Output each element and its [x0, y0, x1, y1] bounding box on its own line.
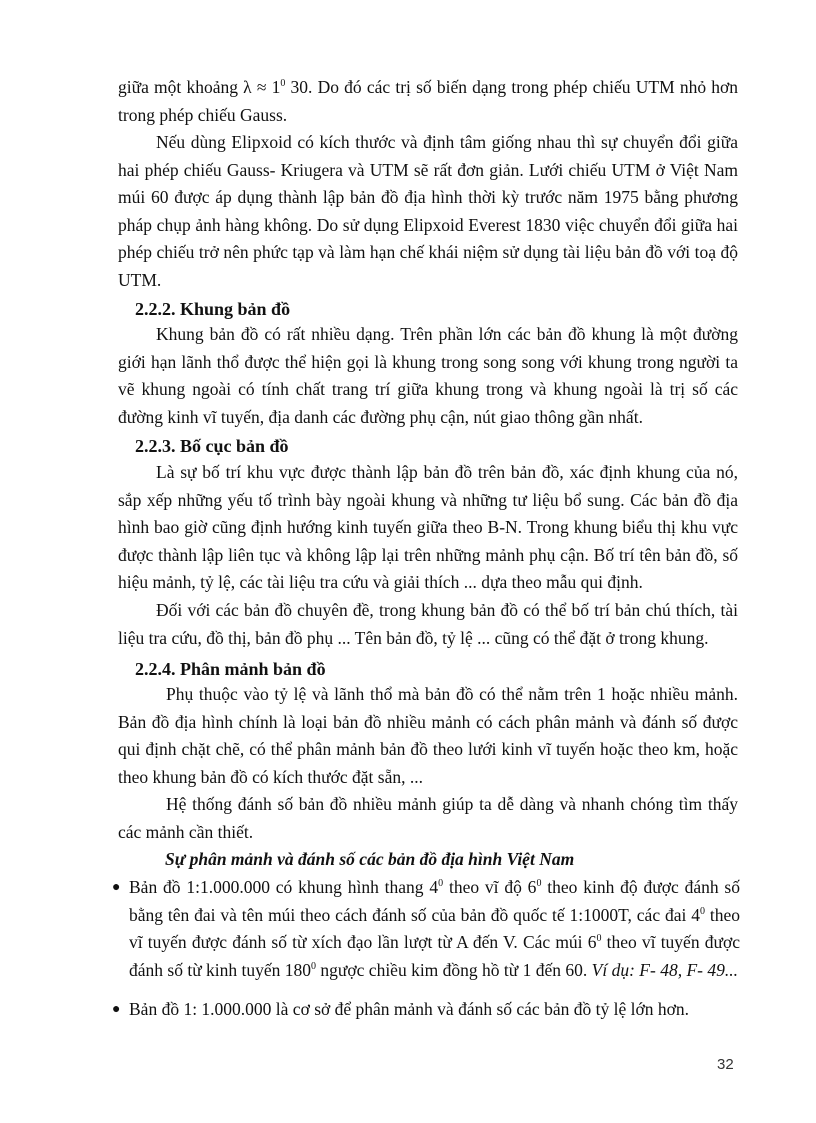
- b1-b: theo vĩ độ 6: [443, 877, 537, 897]
- list-item: [112, 874, 740, 984]
- paragraph-bocuc-1: Là sự bố trí khu vực được thành lập bản đồ trên bản đồ, xác định khung của nó, sắp xếp những yếu tố trình bày ngoài khung và những tư liệu bổ sung. Các bản đồ địa hình bao giờ cũng định hướng kinh tuyến giữa theo B-N. Trong khung biểu thị khu vực được thành lập liên tục và không lập lại trên những mảnh phụ cận. Bố trí tên bản đồ, số hiệu mảnh, tỷ lệ, các tài liệu tra cứu và giải thích ... dựa theo mẫu qui định.: [118, 462, 738, 592]
- bullet-text-2: Bản đồ 1: 1.000.000 là cơ sở để phân mảnh và đánh số các bản đồ tỷ lệ lớn hơn.: [129, 999, 689, 1019]
- b1-d: theo vĩ tuyến được đánh số từ xích đạo lần lượt từ A đến V. Các múi 6: [129, 904, 740, 952]
- b1-c: theo kinh độ được đánh số bằng tên đai và tên múi theo cách đánh số của bản đồ quốc tế 1:1000T, các đai 4: [129, 877, 740, 925]
- b1-sup-5: 0: [311, 960, 317, 972]
- bullet-icon: ●: [112, 1002, 121, 1017]
- heading-2-2-4: 2.2.4. Phân mảnh bản đồ: [135, 659, 326, 679]
- intro-text-2: 30. Do đó các trị số biến dạng trong phép chiếu UTM nhỏ hơn trong phép chiếu Gauss.: [118, 77, 739, 125]
- b1-f: ngược chiều kim đồng hồ từ 1 đến 60.: [316, 959, 592, 980]
- paragraph-phanmanh-2: Hệ thống đánh số bản đồ nhiều mảnh giúp ta dễ dàng và nhanh chóng tìm thấy các mảnh cần thiết.: [118, 794, 738, 842]
- degree-superscript: 0: [280, 78, 286, 89]
- paragraph-khung: Khung bản đồ có rất nhiều dạng. Trên phần lớn các bản đồ khung là một đường giới hạn lãnh thổ được thể hiện gọi là khung trong song song với khung trong người ta vẽ khung ngoài có tính chất trang trí giữa khung trong và khung ngoài là trị số các đường kinh vĩ tuyến, địa danh các đường phụ cận, nút giao thông gần nhất.: [118, 324, 738, 427]
- b1-a: Bản đồ 1:1.000.000 có khung hình thang 4: [129, 877, 439, 897]
- bullet-text-1: [129, 874, 740, 984]
- paragraph-intro: [118, 74, 738, 129]
- lambda-formula: λ ≈ 1: [243, 77, 281, 97]
- paragraph-elipxoid: Nếu dùng Elipxoid có kích thước và định tâm giống nhau thì sự chuyển đổi giữa hai phép chiếu Gauss- Kriugera và UTM sẽ rất đơn giản. Lưới chiếu UTM ở Việt Nam múi 60 được áp dụng thành lập bản đồ địa hình thời kỳ trước năm 1975 bằng phương pháp chụp ảnh hàng không. Do sử dụng Elipxoid Everest 1830 việc chuyển đổi giữa hai phép chiếu trở nên phức tạp và làm hạn chế khái niệm sử dụng tài liệu bản đồ với toạ độ UTM.: [118, 132, 738, 290]
- paragraph-phanmanh-1: Phụ thuộc vào tỷ lệ và lãnh thổ mà bản đồ có thể nằm trên 1 hoặc nhiều mảnh. Bản đồ địa hình chính là loại bản đồ nhiều mảnh có cách phân mảnh và đánh số được qui định chặt chẽ, có thể phân mảnh bản đồ theo lưới kinh vĩ tuyến hoặc theo km, hoặc theo khung bản đồ có kích thước đặt sẵn, ...: [118, 684, 738, 787]
- heading-2-2-3: 2.2.3. Bố cục bản đồ: [135, 436, 289, 456]
- intro-text-1: giữa một khoảng: [118, 77, 244, 97]
- b1-sup-4: 0: [596, 933, 602, 944]
- b1-sup-3: 0: [699, 905, 705, 917]
- example-text: Ví dụ: F- 48, F- 49...: [591, 959, 738, 980]
- page-number: 32: [717, 1056, 734, 1073]
- b1-sup-2: 0: [536, 878, 542, 889]
- heading-2-2-2: 2.2.2. Khung bản đồ: [135, 299, 291, 319]
- bullet-icon: ●: [112, 880, 121, 895]
- b1-sup-1: 0: [438, 878, 444, 889]
- b1-e: theo vĩ tuyến được đánh số từ kinh tuyến 180: [129, 932, 740, 980]
- section-subtitle: Sự phân mảnh và đánh số các bản đồ địa hình Việt Nam: [165, 849, 575, 869]
- list-item: [112, 996, 740, 1024]
- paragraph-bocuc-2: Đối với các bản đồ chuyên đề, trong khung bản đồ có thể bố trí bản chú thích, tài liệu tra cứu, đồ thị, bản đồ phụ ... Tên bản đồ, tỷ lệ ... cũng có thể đặt ở trong khung.: [118, 600, 738, 648]
